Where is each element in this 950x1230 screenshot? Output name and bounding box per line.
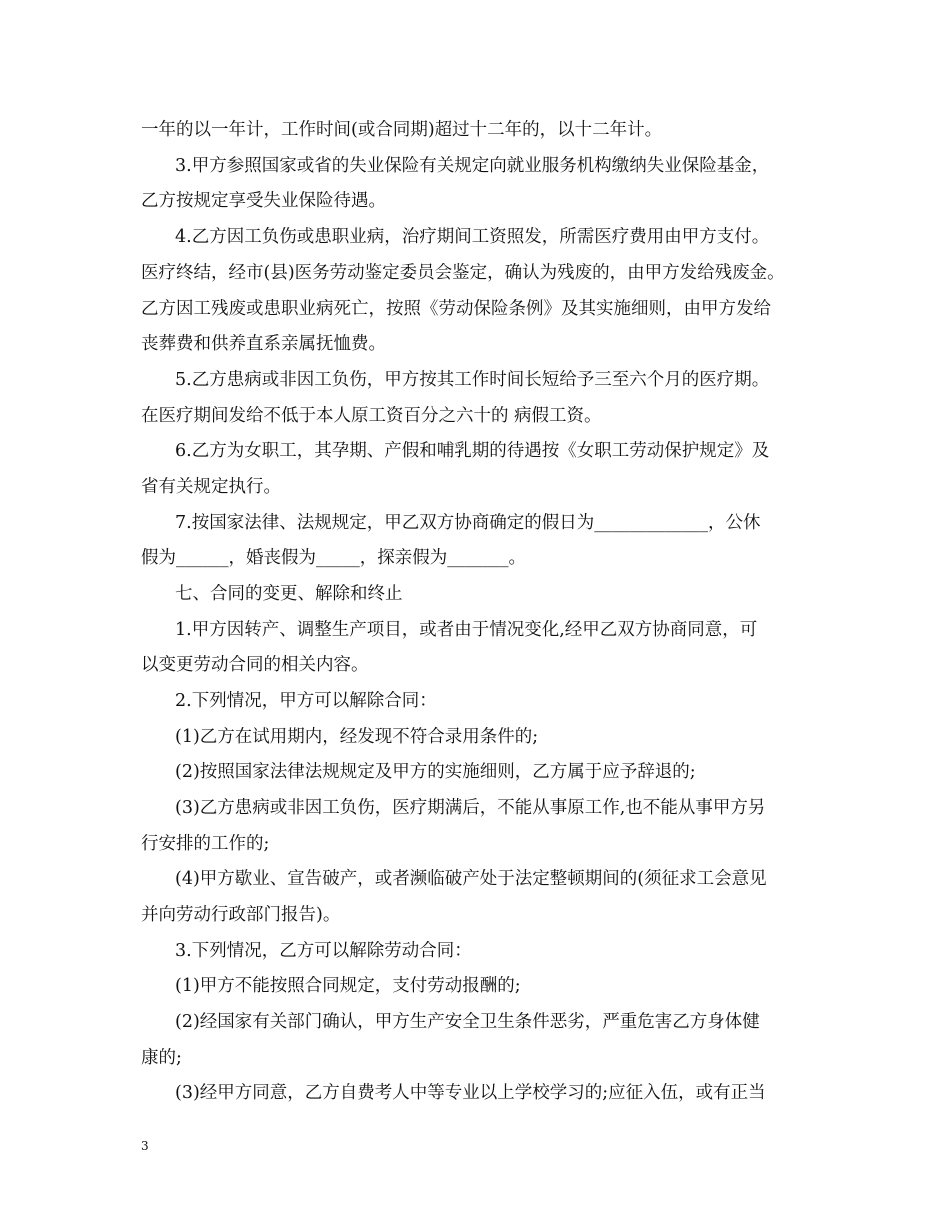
body-line: 在医疗期间发给不低于本人原工资百分之六十的 病假工资。 (141, 406, 602, 426)
body-line: 2.下列情况，甲方可以解除合同： (175, 691, 437, 711)
body-line: 以变更劳动合同的相关内容。 (141, 655, 369, 675)
body-line: (1)甲方不能按照合同规定，支付劳动报酬的; (175, 976, 521, 996)
body-line: 康的; (141, 1048, 182, 1068)
body-line: 丧葬费和供养直系亲属抚恤费。 (141, 334, 386, 354)
section-heading: 七、合同的变更、解除和终止 (175, 584, 403, 604)
body-line: (4)甲方歇业、宣告破产，或者濒临破产处于法定整顿期间的(须征求工会意见 (175, 869, 767, 889)
body-line: 5.乙方患病或非因工负伤，甲方按其工作时间长短给予三至六个月的医疗期。 (175, 370, 770, 390)
body-line: 医疗终结，经市(县)医务劳动鉴定委员会鉴定，确认为残废的，由甲方发给残废金。 (141, 263, 785, 283)
body-line: 1.甲方因转产、调整生产项目，或者由于情况变化,经甲乙双方协商同意，可 (175, 620, 758, 640)
body-line: (3)乙方患病或非因工负伤，医疗期满后，不能从事原工作,也不能从事甲方另 (175, 798, 766, 818)
body-line: 3.下列情况，乙方可以解除劳动合同： (175, 941, 472, 961)
body-line: 并向劳动行政部门报告)。 (141, 905, 341, 925)
body-line: 乙方按规定享受失业保险待遇。 (141, 191, 386, 211)
body-line: 6.乙方为女职工，其孕期、产假和哺乳期的待遇按《女职工劳动保护规定》及 (175, 441, 770, 461)
body-line: 行安排的工作的; (141, 834, 270, 854)
body-line: 7.按国家法律、法规规定，甲乙双方协商确定的假日为_____________，公休 (175, 513, 761, 533)
body-line: 一年的以一年计，工作时间(或合同期)超过十二年的，以十二年计。 (141, 120, 663, 140)
body-line: (2)经国家有关部门确认，甲方生产安全卫生条件恶劣，严重危害乙方身体健 (175, 1012, 760, 1032)
body-line: 4.乙方因工负伤或患职业病，治疗期间工资照发，所需医疗费用由甲方支付。 (175, 227, 770, 247)
body-line: 3.甲方参照国家或省的失业保险有关规定向就业服务机构缴纳失业保险基金， (175, 156, 770, 176)
body-line: (3)经甲方同意，乙方自费考人中等专业以上学校学习的;应征入伍，或有正当 (175, 1083, 766, 1103)
body-line: 假为______，婚丧假为_____，探亲假为_______。 (141, 548, 526, 568)
body-line: (1)乙方在试用期内，经发现不符合录用条件的; (175, 727, 539, 747)
page-number: 3 (141, 1139, 149, 1153)
body-line: 省有关规定执行。 (141, 477, 281, 497)
body-line: 乙方因工残废或患职业病死亡，按照《劳动保险条例》及其实施细则，由甲方发给 (141, 299, 771, 319)
body-line: (2)按照国家法律法规规定及甲方的实施细则，乙方属于应予辞退的; (175, 762, 696, 782)
